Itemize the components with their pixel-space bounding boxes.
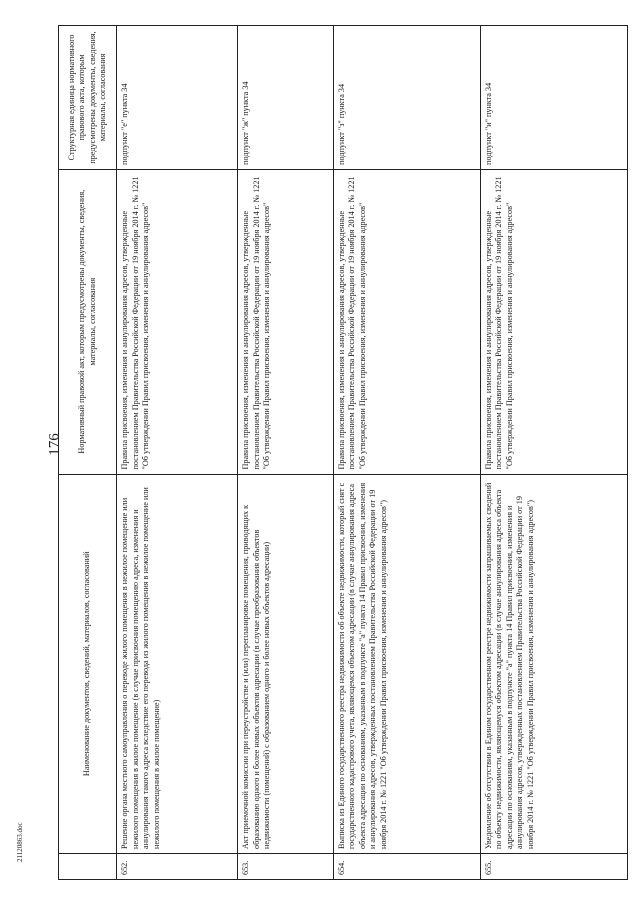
table-row — [333, 26, 480, 880]
header-normative-act: Нормативный правовой акт, которым предусмотрены документы, сведения, материалы, согласования — [59, 169, 117, 474]
table-row — [480, 26, 627, 880]
table-header-row — [59, 26, 117, 880]
header-number — [59, 854, 117, 880]
row-number: 655. — [480, 854, 627, 880]
table-row — [117, 26, 238, 880]
row-normative-act: Правила присвоения, изменения и аннулирования адресов, утвержденные постановлением Правительства Российской Федерации от 19 ноября 2014 г. № 1221 "Об утверждении Правил присвоения, изменения и аннулирования адресов" — [238, 169, 333, 474]
row-normative-act: Правила присвоения, изменения и аннулирования адресов, утвержденные постановлением Правительства Российской Федерации от 19 ноября 2014 г. № 1221 "Об утверждении Правил присвоения, изменения и аннулирования адресов" — [117, 169, 238, 474]
document-code: 21120863.doc — [16, 822, 24, 862]
documents-table — [58, 25, 628, 880]
rotated-table-container — [58, 25, 628, 880]
row-document-name: Выписка из Единого государственного реестра недвижимости об объекте недвижимости, который снят с государственного кадастрового учета, являющемся объектом адресации (в случае аннулирования адреса объекта адресации по основаниям, указанным в подпункте "а" пункта 14 Правил присвоения, изменения и аннулирования адресов, утвержденных постановлением Правительства Российской Федерации от 19 ноября 2014 г. № 1221 "Об утверждении Правил присвоения, изменения и аннулирования адресов") — [333, 474, 480, 854]
row-structural-unit: подпункт "з" пункта 34 — [333, 26, 480, 170]
row-number: 654. — [333, 854, 480, 880]
header-structural-unit: Структурная единица нормативного правового акта, которым предусмотрены документы, сведения, материалы, согласования — [59, 26, 117, 170]
row-structural-unit: подпункт "е" пункта 34 — [117, 26, 238, 170]
row-number: 652. — [117, 854, 238, 880]
row-document-name: Решение органа местного самоуправления о переводе жилого помещения в нежилое помещение или нежилого помещения в жилое помещение (в случае присвоения помещению адреса, изменения и аннулирования такого адреса вследствие его перевода из жилого помещения в нежилое помещение или нежилого помещения в жилое помещение) — [117, 474, 238, 854]
header-document-name: Наименование документов, сведений, материалов, согласований — [59, 474, 117, 854]
row-normative-act: Правила присвоения, изменения и аннулирования адресов, утвержденные постановлением Правительства Российской Федерации от 19 ноября 2014 г. № 1221 "Об утверждении Правил присвоения, изменения и аннулирования адресов" — [333, 169, 480, 474]
row-structural-unit: подпункт "ж" пункта 34 — [238, 26, 333, 170]
table-row — [238, 26, 333, 880]
row-document-name: Уведомление об отсутствии в Едином государственном реестре недвижимости запрашиваемых сведений по объекту недвижимости, являющемуся объектом адресации (в случае аннулирования адреса объекта адресации по основаниям, указанным в подпункте "а" пункта 14 Правил присвоения, изменения и аннулирования адресов, утвержденных постановлением Правительства Российской Федерации от 19 ноября 2014 г. № 1221 "Об утверждении Правил присвоения, изменения и аннулирования адресов") — [480, 474, 627, 854]
row-structural-unit: подпункт "и" пункта 34 — [480, 26, 627, 170]
page-number: 176 — [46, 433, 63, 456]
row-normative-act: Правила присвоения, изменения и аннулирования адресов, утвержденные постановлением Правительства Российской Федерации от 19 ноября 2014 г. № 1221 "Об утверждении Правил присвоения, изменения и аннулирования адресов" — [480, 169, 627, 474]
row-document-name: Акт приемочной комиссии при переустройстве и (или) перепланировке помещения, приводящих к образованию одного и более новых объектов адресации (в случае преобразования объектов недвижимости (помещений) с образованием одного и более новых объектов адресации) — [238, 474, 333, 854]
row-number: 653. — [238, 854, 333, 880]
